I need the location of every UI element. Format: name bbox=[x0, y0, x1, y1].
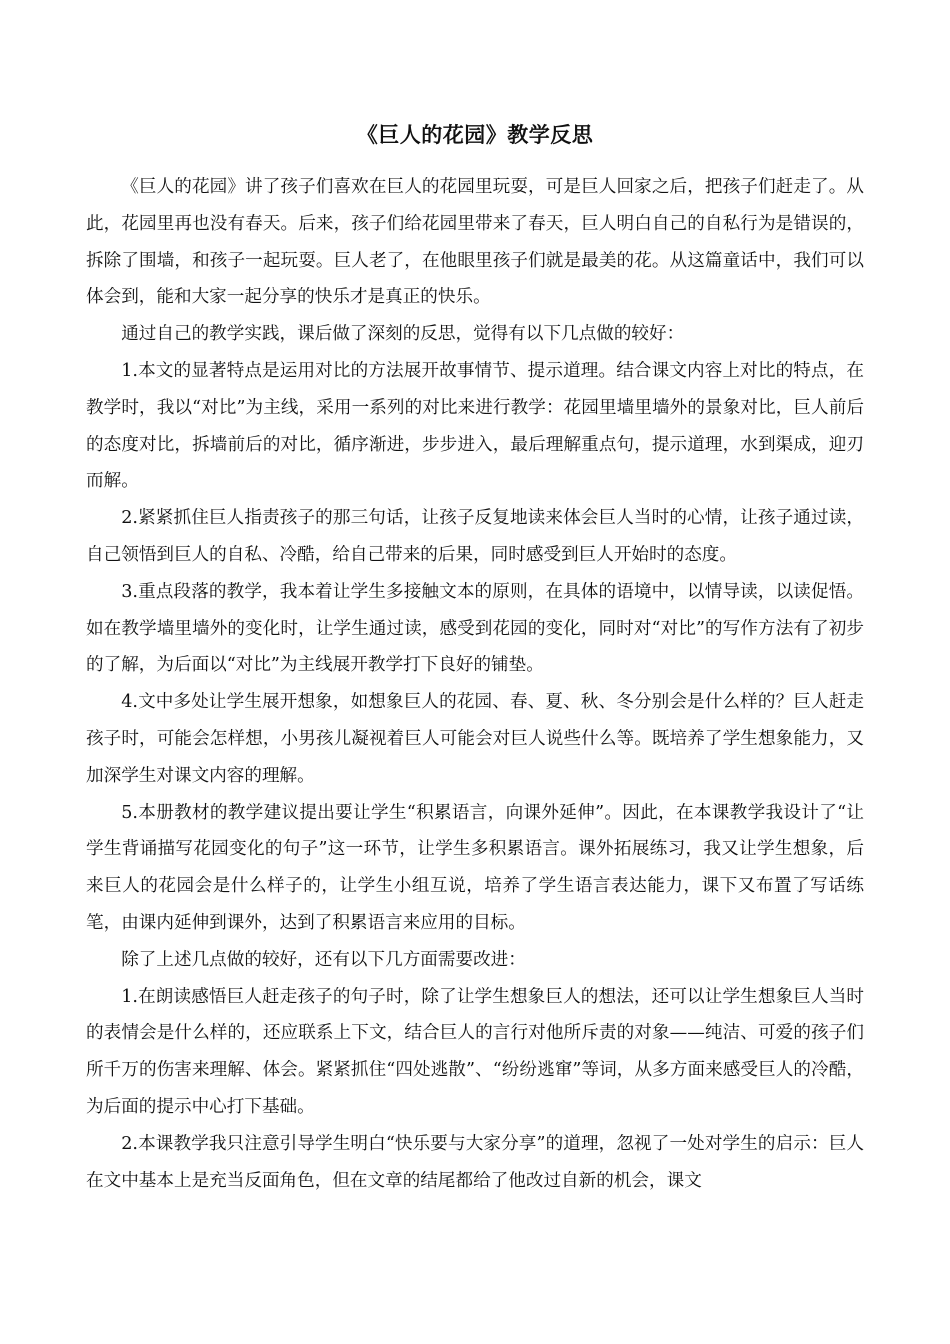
paragraph-strength-1: 1.本文的显著特点是运用对比的方法展开故事情节、提示道理。结合课文内容上对比的特点，在教学时，我以“对比”为主线，采用一系列的对比来进行教学：花园里墙里墙外的景象对比，巨人前后的态度对比，拆墙前后的对比，循序渐进，步步进入，最后理解重点句，提示道理，水到渠成，迎刃而解。 bbox=[86, 360, 864, 492]
paragraph-improvement-1: 1.在朗读感悟巨人赶走孩子的句子时，除了让学生想象巨人的想法，还可以让学生想象巨人当时的表情会是什么样的，还应联系上下文，结合巨人的言行对他所斥责的对象——纯洁、可爱的孩子们所千万的伤害来理解、体会。紧紧抓住“四处逃散”、“纷纷逃窜”等词，从多方面来感受巨人的冷酷，为后面的提示中心打下基础。 bbox=[86, 986, 864, 1117]
paragraph-improvements-intro: 除了上述几点做的较好，还有以下几方面需要改进： bbox=[121, 949, 526, 970]
paragraph-strength-4: 4.文中多处让学生展开想象，如想象巨人的花园、春、夏、秋、冬分别会是什么样的？巨人赶走孩子时，可能会怎样想，小男孩儿凝视着巨人可能会对巨人说些什么等。既培养了学生想象能力，又加深学生对课文内容的理解。 bbox=[86, 692, 864, 786]
paragraph-strengths-intro: 通过自己的教学实践，课后做了深刻的反思，觉得有以下几点做的较好： bbox=[121, 324, 685, 345]
paragraph-strength-2: 2.紧紧抓住巨人指责孩子的那三句话，让孩子反复地读来体会巨人当时的心情，让孩子通过读，自己领悟到巨人的自私、冷酷，给自己带来的后果，同时感受到巨人开始时的态度。 bbox=[86, 508, 864, 565]
paragraph-strength-5: 5.本册教材的教学建议提出要让学生“积累语言，向课外延伸”。因此，在本课教学我设计了“让学生背诵描写花园变化的句子”这一环节，让学生多积累语言。课外拓展练习，我又让学生想象，后来巨人的花园会是什么样子的，让学生小组互说，培养了学生语言表达能力，课下又布置了写话练笔，由课内延伸到课外，达到了积累语言来应用的目标。 bbox=[86, 802, 864, 933]
paragraph-intro: 《巨人的花园》讲了孩子们喜欢在巨人的花园里玩耍，可是巨人回家之后，把孩子们赶走了。从此，花园里再也没有春天。后来，孩子们给花园里带来了春天，巨人明白自己的自私行为是错误的，拆除了围墙，和孩子一起玩耍。巨人老了，在他眼里孩子们就是最美的花。从这篇童话中，我们可以体会到，能和大家一起分享的快乐才是真正的快乐。 bbox=[86, 177, 864, 308]
page-title: 《巨人的花园》教学反思 bbox=[356, 122, 594, 147]
document-page bbox=[86, 120, 864, 1199]
paragraph-improvement-2: 2.本课教学我只注意引导学生明白“快乐要与大家分享”的道理，忽视了一处对学生的启示：巨人在文中基本上是充当反面角色，但在文章的结尾都给了他改过自新的机会，课文 bbox=[86, 1133, 864, 1191]
paragraph-strength-3: 3.重点段落的教学，我本着让学生多接触文本的原则，在具体的语境中，以情导读，以读促悟。如在教学墙里墙外的变化时，让学生通过读，感受到花园的变化，同时对“对比”的写作方法有了初步的了解，为后面以“对比”为主线展开教学打下良好的铺垫。 bbox=[86, 581, 864, 676]
